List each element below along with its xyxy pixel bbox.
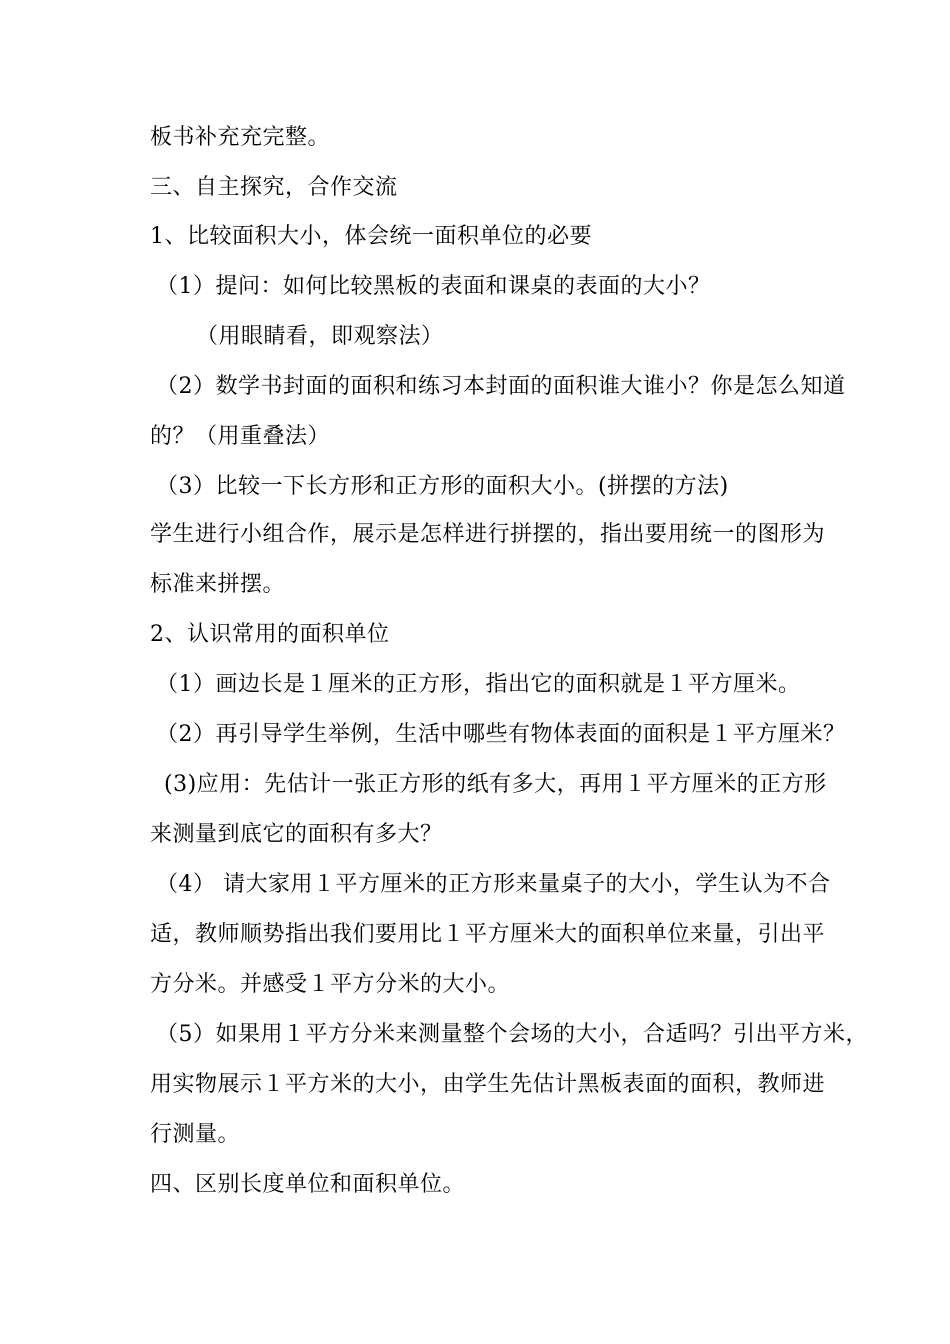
section-heading: 三、自主探究，合作交流 (150, 175, 398, 200)
text-line: （2）数学书封面的面积和练习本封面的面积谁大谁小？你是怎么知道 (156, 374, 846, 399)
text-line: 方分米。并感受１平方分米的大小。 (150, 972, 511, 997)
text-line: 行测量。 (150, 1122, 241, 1147)
text-line: 来测量到底它的面积有多大？ (150, 822, 443, 847)
text-line: 的？（用重叠法） (150, 424, 331, 449)
text-line: （1）提问：如何比较黑板的表面和课桌的表面的大小？ (156, 274, 711, 299)
subsection-heading: 1、比较面积大小，体会统一面积单位的必要 (150, 224, 592, 249)
text-line: （3）比较一下长方形和正方形的面积大小。(拼摆的方法) (156, 474, 729, 499)
text-line: 板书补充充完整。 (150, 125, 331, 150)
text-line: 标准来拼摆。 (150, 572, 286, 597)
text-line: (3)应用：先估计一张正方形的纸有多大，再用１平方厘米的正方形 (164, 772, 827, 797)
text-line: 适，教师顺势指出我们要用比１平方厘米大的面积单位来量，引出平 (150, 922, 826, 947)
text-line: （4） 请大家用１平方厘米的正方形来量桌子的大小，学生认为不合 (156, 872, 831, 897)
section-heading: 四、区别长度单位和面积单位。 (150, 1172, 466, 1197)
text-line: （1）画边长是１厘米的正方形，指出它的面积就是１平方厘米。 (156, 672, 801, 697)
text-line: （2）再引导学生举例，生活中哪些有物体表面的面积是１平方厘米？ (156, 722, 846, 747)
text-line: 学生进行小组合作，展示是怎样进行拼摆的，指出要用统一的图形为 (150, 522, 826, 547)
text-line: 用实物展示１平方米的大小，由学生先估计黑板表面的面积，教师进 (150, 1072, 826, 1097)
text-line: （5）如果用１平方分米来测量整个会场的大小，合适吗？引出平方米， (156, 1022, 868, 1047)
subsection-heading: 2、认识常用的面积单位 (150, 622, 390, 647)
text-line: （用眼睛看，即观察法） (196, 324, 444, 349)
